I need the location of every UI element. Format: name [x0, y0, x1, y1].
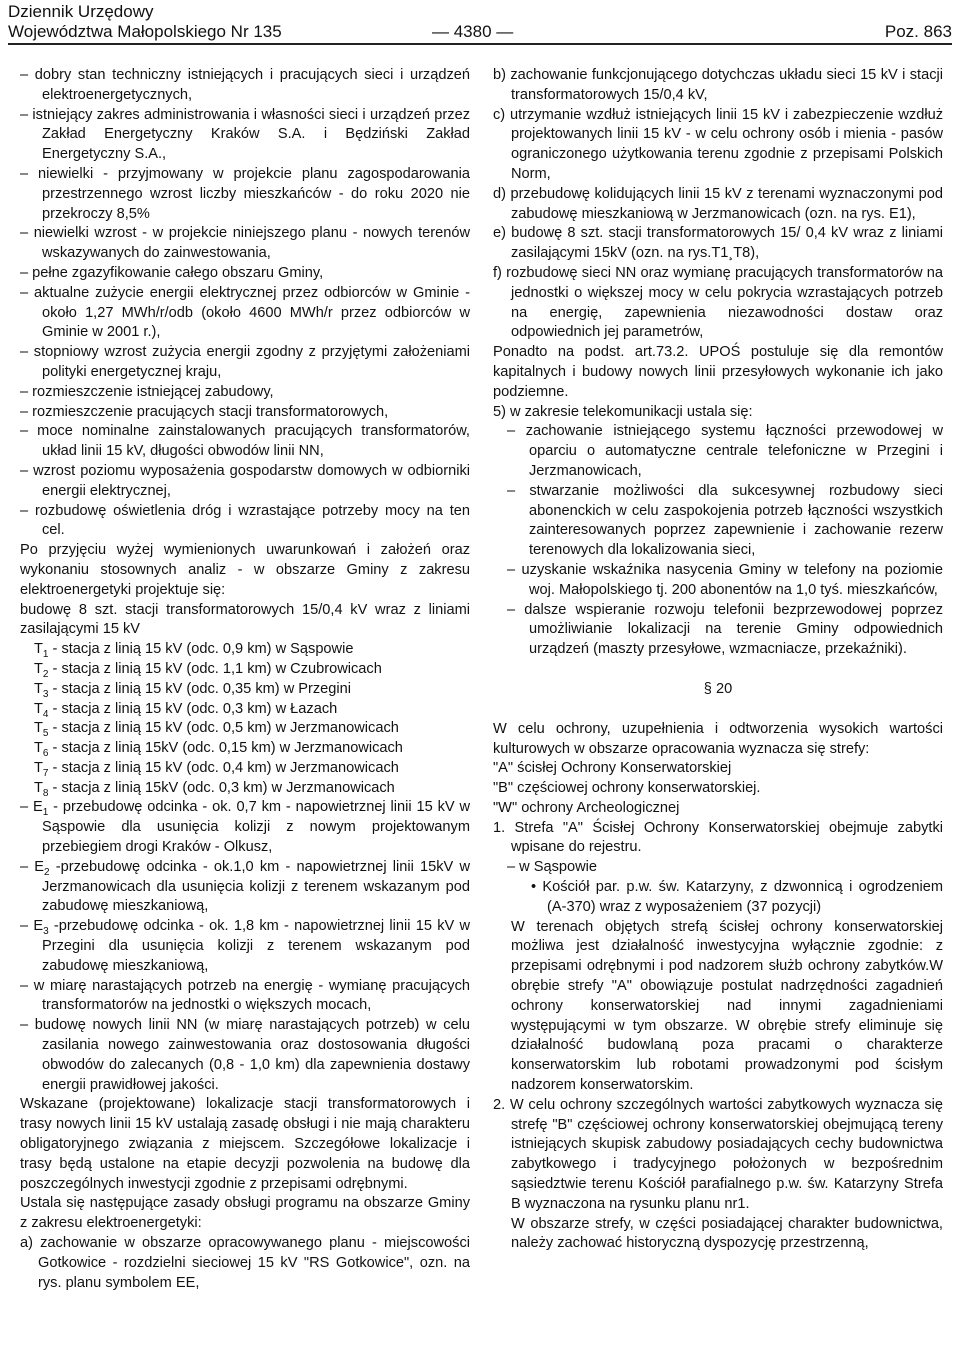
station-line: $T_3$ - stacja z linią 15 kV (odc. 0,35 km) w Przegini — [34, 680, 352, 700]
list-item: – zachowanie istniejącego systemu łączności przewodowej w oparciu o automatyczne centrale telefoniczne w Przegini i Jerzmanowicach, — [507, 423, 943, 479]
station-line: $T_6$ - stacja z linią 15kV (odc. 0,15 km) w Jerzmanowicach — [34, 740, 403, 759]
list-item: e) budowę 8 szt. stacji transformatorowych 15/ 0,4 kV wraz z liniami zasilającymi 15kV (ozn. na rys.T1¸T8), — [493, 225, 943, 262]
list-item: a) zachowanie w obszarze opracowywanego planu - miejscowości Gotkowice - rozdzielni sieciowej 15 kV "RS Gotkowice", ozn. na rys. planu symbolem EE, — [20, 1235, 470, 1291]
list-item: b) zachowanie funkcjonującego dotychczas układu sieci 15 kV i stacji transformatorowych 15/0,4 kV, — [493, 67, 943, 103]
list-item: – rozmieszczenie pracujących stacji transformatorowych, — [20, 403, 389, 420]
list-item: – rozbudowę oświetlenia dróg i wzrastające potrzeby mocy na ten cel. — [20, 502, 470, 539]
header-rule — [8, 43, 952, 45]
list-item: – $E_3$ -przebudowę odcinka - ok. 1,8 km - napowietrznej linii 15 kV w Przegini dla usunięcia kolizji z terenem wskazanym pod zabudowę mieszkaniową, — [20, 918, 470, 974]
list-item: – rozmieszczenie istniejącej zabudowy, — [20, 383, 274, 400]
paragraph: W celu ochrony, uzupełnienia i odtworzenia wysokich wartości kulturowych w obszarze opracowania wyznacza się strefy: — [493, 720, 943, 757]
right-column — [493, 66, 943, 1356]
page-header — [8, 0, 952, 44]
station-line: $T_2$ - stacja z linią 15 kV (odc. 1,1 km) w Czubrowicach — [34, 660, 382, 680]
list-item: – dobry stan techniczny istniejących i pracujących sieci i urządzeń elektroenergetycznych, — [20, 67, 470, 103]
numbered-item: 2. W celu ochrony szczególnych wartości zabytkowych wyznacza się strefę "B" częściowej ochrony konserwatorskiej obejmującą tereny istniejących skupisk zabudowy posiadających cechy budownictwa zabytkowego i tradycyjnego położonych w bezpośrednim sąsiedztwie terenu Kościół parafialnego p.w. św. Katarzyny Strefa B wyznaczona na rysunku planu nr1. — [493, 1096, 943, 1212]
station-line: $T_7$ - stacja z linią 15 kV (odc. 0,4 km) w Jerzmanowicach — [34, 759, 399, 779]
list-item: – uzyskanie wskaźnika nasycenia Gminy w telefony na poziomie woj. Małopolskiego tj. 200 abonentów na 1,0 tyś. mieszkańców, — [507, 561, 943, 598]
zone-line: "B" częściowej ochrony konserwatorskiej. — [493, 780, 761, 797]
list-item: f) rozbudowę sieci NN oraz wymianę pracujących transformatorów na jednostki o większej mocy w celu pokrycia wzrastających potrzeb na energię, zapewnienia niezawodności dostaw oraz odpowiednich jej parametrów, — [493, 264, 943, 341]
list-item: – stwarzanie możliwości dla sukcesywnej rozbudowy sieci abonenckich w celu zaspokojenia potrzeb łączności wszystkich zainteresowanych poprzez zapewnienie i zachowanie rezerw terenowych dla lokalizowania sieci, — [507, 482, 943, 559]
list-item: – $E_1$ - przebudowę odcinka - ok. 0,7 km - napowietrznej linii 15 kV w Sąspowie dla usunięcia kolizji z nowym projektowanym przebiegiem drogi Kraków - Olkusz, — [20, 799, 470, 856]
station-line: $T_8$ - stacja z linią 15kV (odc. 0,3 km) w Jerzmanowicach — [34, 779, 395, 799]
list-item: – aktualne zużycie energii elektrycznej przez odbiorców w Gminie - około 1,27 MWh/r/odb (około 4600 MWh/r przez odbiorców w Gminie w 2001 r.), — [20, 284, 470, 341]
list-item: – dalsze wspieranie rozwoju telefonii bezprzewodowej poprzez umożliwianie lokalizacji na terenie Gminy odpowiednich urządzeń (maszty przesyłowe, wzmacniacze, przekaźniki). — [507, 601, 943, 658]
list-item: – w miarę narastających potrzeb na energię - wymianę pracujących transformatorów na jednostki o większych mocach, — [20, 977, 470, 1014]
zone-line: "W" ochrony Archeologicznej — [493, 799, 680, 816]
spacer — [493, 660, 943, 680]
list-item: – pełne zgazyfikowanie całego obszaru Gminy, — [20, 264, 324, 281]
list-item: – niewielki - przyjmowany w projekcie planu zagospodarowania przestrzennego wzrost liczby mieszkańców - do roku 2020 nie przekroczy 8,5% — [20, 165, 470, 222]
station-line: $T_1$ - stacja z linią 15 kV (odc. 0,9 km) w Sąspowie — [34, 641, 354, 661]
paragraph: W terenach objętych strefą ścisłej ochrony konserwatorskiej możliwa jest działalność inwestycyjna wyłącznie zgodnie: z przepisami odrębnymi i pod nadzorem służb ochrony zabytków.W obrębie strefy "A" obowiązuje postulat nadrzędności zagadnień ochrony konserwatorskiej nad innymi zagadnieniami występującymi w tym obszarze. W obrębie strefy eliminuje się działalność budowlaną poza pracami o charakterze konserwatorskim lub robotami prowadzonymi pod ścisłym nadzorem konserwatorskim. — [511, 918, 943, 1094]
spacer — [493, 700, 943, 720]
list-item: – w Sąspowie — [507, 859, 598, 876]
paragraph: budowę 8 szt. stacji transformatorowych 15/0,4 kV wraz z liniami zasilającymi 15 kV — [20, 601, 470, 638]
list-item: – moce nominalne zainstalowanych pracujących transformatorów, układ linii 15 kV, długości obwodów linii NN, — [20, 423, 470, 460]
station-line: $T_4$ - stacja z linią 15 kV (odc. 0,3 km) w Łazach — [34, 700, 338, 720]
section-heading: 5) w zakresie telekomunikacji ustala się: — [493, 403, 753, 420]
list-item: – wzrost poziomu wyposażenia gospodarstw domowych w odbiorniki energii elektrycznej, — [20, 462, 470, 499]
list-item: – niewielki wzrost - w projekcie niniejszego planu - nowych terenów wskazywanych do zainwestowania, — [20, 225, 470, 262]
journal-title: Dziennik Urzędowy — [8, 2, 154, 21]
section-number: § 20 — [703, 680, 733, 697]
paragraph: Wskazane (projektowane) lokalizacje stacji transformatorowych i trasy nowych linii 15 kV ustalają zasadę obsługi i nie mają charakteru obligatoryjnego związania z miejscem. Szczegółowe lokalizacje i trasy będą ustalone na etapie decyzji pozwolenia na budowę dla poszczególnych inwestycji zgodnie z przepisami odrębnymi. — [20, 1096, 470, 1192]
page-number: — 4380 — — [432, 22, 514, 41]
paragraph: W obszarze strefy, w części posiadającej charakter budownictwa, należy zachować historyczną dyspozycję przestrzenną, — [511, 1215, 943, 1252]
list-item: d) przebudowę kolidujących linii 15 kV z terenami wyznaczonymi pod zabudowę mieszkaniową w Jerzmanowicach (ozn. na rys. E1), — [493, 185, 943, 222]
zone-line: "A" ścisłej Ochrony Konserwatorskiej — [493, 760, 732, 777]
position-number: Poz. 863 — [884, 22, 952, 41]
left-column — [20, 66, 470, 1356]
station-list — [20, 640, 470, 798]
list-item: – stopniowy wzrost zużycia energii zgodny z przyjętymi założeniami polityki energetycznej kraju, — [20, 344, 470, 380]
numbered-item: 1. Strefa "A" Ścisłej Ochrony Konserwatorskiej obejmuje zabytki wpisane do rejestru. — [493, 819, 943, 856]
list-item: c) utrzymanie wzdłuż istniejących linii 15 kV i zabezpieczenie wzdłuż projektowanych linii 15 kV - w celu ochrony osób i mienia - pasów ograniczonego użytkowania terenu zgodnie z przepisami Polskich Norm, — [493, 106, 943, 182]
paragraph: Ponadto na podst. art.73.2. UPOŚ postuluje się dla remontów kapitalnych i budowy nowych linii przesyłowych wykonanie ich jako podziemne. — [493, 344, 943, 400]
paragraph: Ustala się następujące zasady obsługi programu na obszarze Gminy z zakresu elektroenergetyki: — [20, 1195, 470, 1232]
station-line: $T_5$ - stacja z linią 15 kV (odc. 0,5 km) w Jerzmanowicach — [34, 720, 399, 740]
list-item: – istniejący zakres administrowania i własności sieci i urządzeń przez Zakład Energetyczny Kraków S.A. i Będziński Zakład Energetyczny S.A., — [20, 106, 470, 163]
list-item: – budowę nowych linii NN (w miarę narastających potrzeb) w celu zasilania nowego zainwestowania oraz dostosowania długości obwodów do zalecanych (0,8 - 1,0 km) dla zapewnienia dostawy energii prawidłowej jakości. — [20, 1017, 470, 1093]
journal-subtitle: Województwa Małopolskiego Nr 135 — [8, 22, 282, 41]
paragraph: Po przyjęciu wyżej wymienionych uwarunkowań i założeń oraz wykonaniu stosownych analiz - w obszarze Gminy z zakresu elektroenergetyki projektuje się: — [20, 542, 470, 598]
bullet-item: • Kościół par. p.w. św. Katarzyny, z dzwonnicą i ogrodzeniem (A-370) wraz z wyposażeniem (37 pozycji) — [531, 879, 943, 915]
list-item: – $E_2$ -przebudowę odcinka - ok.1,0 km - napowietrznej linii 15kV w Jerzmanowicach dla usunięcia kolizji z terenem wskazanym pod zabudowę mieszkaniową, — [20, 858, 470, 915]
